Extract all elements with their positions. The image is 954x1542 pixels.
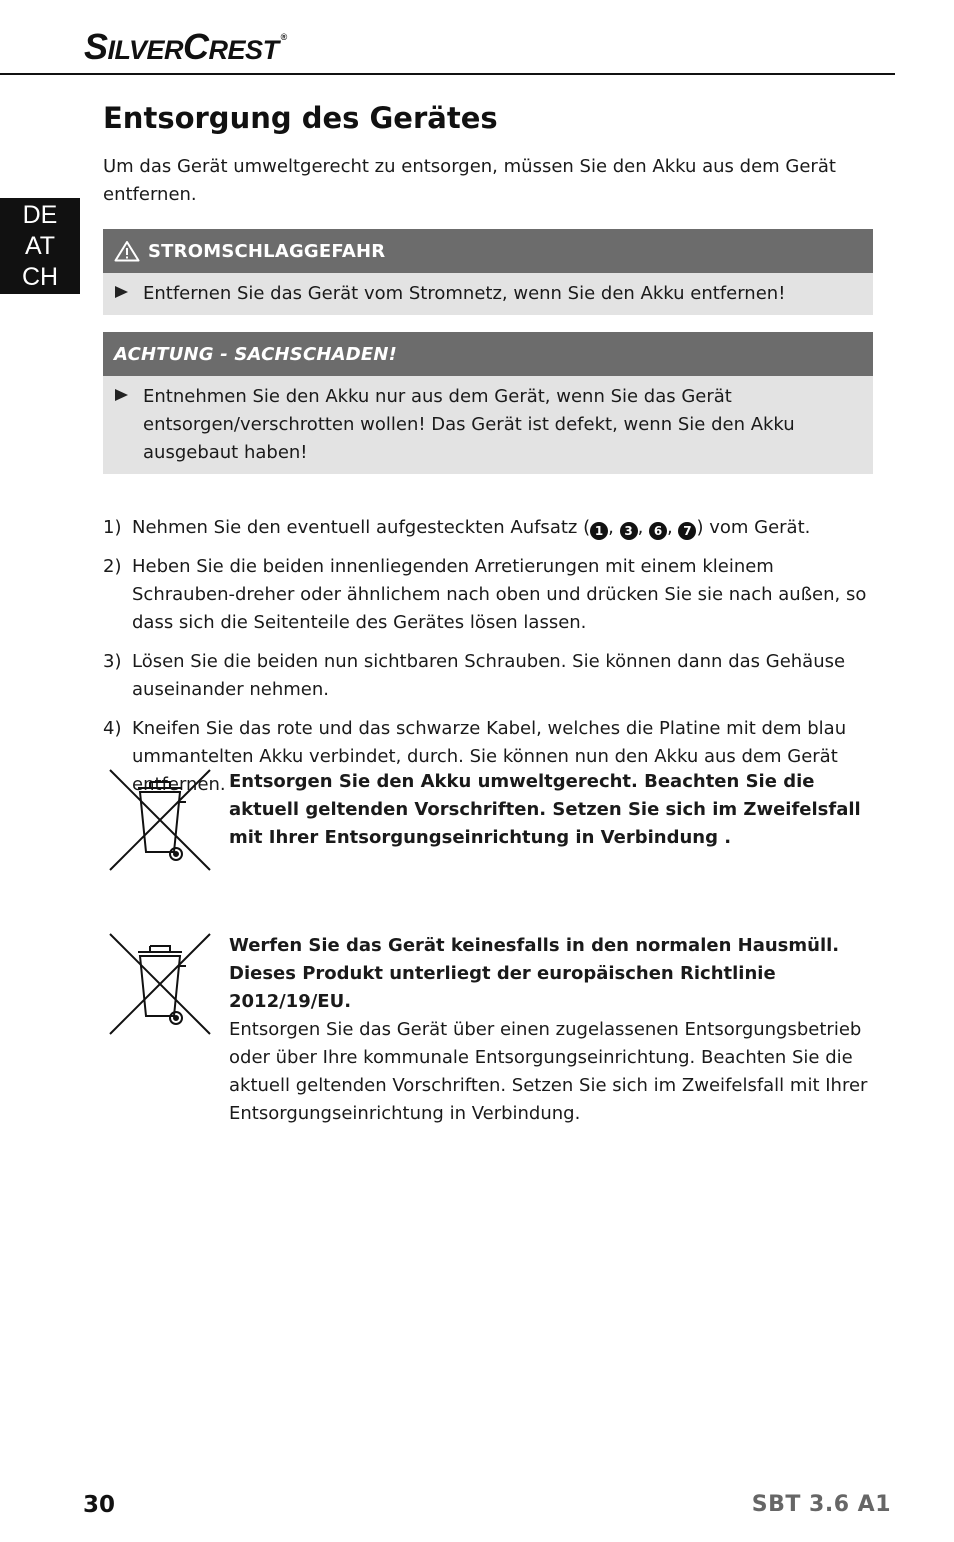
battery-disposal-bold: Entsorgen Sie den Akku umweltgerecht. Beachten Sie die aktuell geltenden Vorschriften. Setzen Sie sich im Zweifelsfall mit Ihrer Entsorgungseinrichtung in Verbindung . (229, 771, 861, 848)
crossed-out-wheelie-bin-icon (108, 768, 212, 872)
list-item (103, 553, 873, 637)
model-number: SBT 3.6 A1 (751, 1492, 891, 1517)
lang-de: DE (22, 201, 58, 229)
warning-triangle-icon (114, 240, 140, 262)
list-item (103, 648, 873, 704)
warning-box-title: STROMSCHLAGGEFAHR (148, 240, 386, 262)
device-disposal-body: Entsorgen Sie das Gerät über einen zugelassenen Entsorgungsbetrieb oder über Ihre kommunale Entsorgungseinrichtung. Beachten Sie die aktuell geltenden Vorschriften. Setzen Sie sich im Zweifelsfall mit Ihrer Entsorgungseinrichtung in Verbindung. (229, 1019, 868, 1124)
lang-ch: CH (21, 263, 59, 291)
step-text: Heben Sie die beiden innenliegenden Arretierungen mit einem kleinem Schrauben-dreher oder ähnlichem nach oben und drücken Sie sie nach außen, so dass sich die Seitenteile des Gerätes lösen lassen. (132, 556, 867, 633)
bullet-arrow-icon (115, 286, 128, 298)
warning-box-header (103, 229, 873, 273)
crossed-out-wheelie-bin-icon (108, 932, 212, 1036)
caution-box-text: Entnehmen Sie den Akku nur aus dem Gerät, wenn Sie das Gerät entsorgen/verschrotten wollen! Das Gerät ist defekt, wenn Sie den Akku ausgebaut haben! (143, 386, 795, 463)
step-number: 3) (103, 651, 122, 672)
part-ref-circle: 7 (678, 522, 696, 540)
device-disposal-text (229, 932, 873, 1128)
registered-mark: ® (280, 32, 287, 42)
lang-at: AT (24, 232, 56, 260)
caution-box-title: ACHTUNG - SACHSCHADEN! (114, 343, 398, 365)
part-ref-circle: 3 (620, 522, 638, 540)
battery-disposal-notice (103, 768, 873, 852)
step-number: 4) (103, 718, 122, 739)
step-number: 2) (103, 556, 122, 577)
caution-box-body (103, 376, 873, 474)
step-text: Kneifen Sie das rote und das schwarze Kabel, welches die Platine mit dem blau ummantelten Akku verbindet, durch. Sie können nun den Akku aus dem Gerät entfernen. (132, 718, 847, 795)
device-disposal-bold: Werfen Sie das Gerät keinesfalls in den normalen Hausmüll. Dieses Produkt unterliegt der europäischen Richtlinie 2012/19/EU. (229, 935, 840, 1012)
part-ref-circle: 1 (590, 522, 608, 540)
logo-text-2: REST (208, 35, 279, 65)
header-rule (0, 73, 895, 75)
warning-box-text: Entfernen Sie das Gerät vom Stromnetz, wenn Sie den Akku entfernen! (143, 283, 786, 304)
caution-box (103, 332, 873, 474)
logo-letter-c: C (183, 26, 209, 67)
caution-box-header (103, 332, 873, 376)
step-text: Lösen Sie die beiden nun sichtbaren Schrauben. Sie können dann das Gehäuse auseinander nehmen. (132, 651, 846, 700)
list-item: 1) Nehmen Sie den eventuell aufgesteckten Aufsatz ( 1 , 3 , 6 , 7 ) vom Gerät. (103, 514, 873, 542)
brand-logo (84, 26, 287, 68)
part-ref-circle: 6 (649, 522, 667, 540)
warning-box-body (103, 273, 873, 315)
logo-text-1: ILVER (107, 35, 184, 65)
battery-disposal-text (229, 768, 873, 852)
main-content (103, 96, 873, 810)
page-title: Entsorgung des Gerätes (103, 101, 498, 135)
language-tab (0, 198, 80, 294)
disassembly-steps (103, 514, 873, 799)
step-text-after: ) vom Gerät. (696, 517, 811, 538)
step-text-before: Nehmen Sie den eventuell aufgesteckten Aufsatz ( (132, 517, 591, 538)
step-number: 1) (103, 517, 122, 538)
device-disposal-notice (103, 932, 873, 1128)
page-number: 30 (83, 1492, 116, 1518)
intro-paragraph: Um das Gerät umweltgerecht zu entsorgen, müssen Sie den Akku aus dem Gerät entfernen. (103, 156, 836, 205)
warning-box (103, 229, 873, 315)
bullet-arrow-icon (115, 389, 128, 401)
logo-letter-s: S (84, 26, 108, 67)
